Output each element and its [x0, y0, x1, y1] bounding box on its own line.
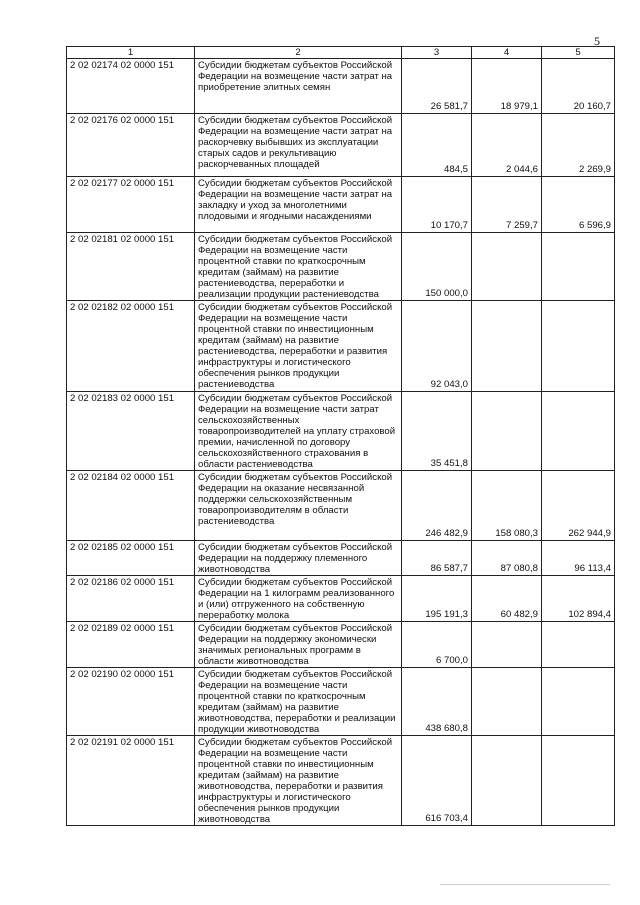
subsidy-name-cell: Субсидии бюджетам субъектов Российской Федерации на возмещение части процентной ставки по краткосрочным кредитам (займам) на развитие растениеводства, переработки и реализации продукции растениеводства [195, 233, 402, 301]
subsidy-name-cell: Субсидии бюджетам субъектов Российской Федерации на оказание несвязанной поддержки сельскохозяйственным товаропроизводителям в области растениеводства [195, 471, 402, 541]
value-col3-cell: 438 680,8 [402, 668, 472, 736]
budget-code-cell: 2 02 02190 02 0000 151 [67, 668, 195, 736]
value-col4-cell: 2 044,6 [472, 114, 542, 177]
column-header-4: 4 [472, 47, 542, 59]
value-col4-cell: 87 080,8 [472, 541, 542, 576]
column-header-3: 3 [402, 47, 472, 59]
value-col4-cell: 158 080,3 [472, 471, 542, 541]
value-col5-cell [542, 668, 615, 736]
subsidy-name-cell: Субсидии бюджетам субъектов Российской Федерации на 1 килограмм реализованного и (или) отгруженного на собственную переработку молока [195, 576, 402, 622]
value-col5-cell: 20 160,7 [542, 59, 615, 114]
value-col3-cell: 35 451,8 [402, 392, 472, 471]
value-col5-cell: 96 113,4 [542, 541, 615, 576]
table-row [67, 114, 615, 177]
table-row [67, 177, 615, 233]
subsidy-name-cell: Субсидии бюджетам субъектов Российской Федерации на возмещение части затрат на приобретение элитных семян [195, 59, 402, 114]
column-header-5: 5 [542, 47, 615, 59]
value-col3-cell: 26 581,7 [402, 59, 472, 114]
budget-code-cell: 2 02 02189 02 0000 151 [67, 622, 195, 668]
value-col3-cell: 6 700,0 [402, 622, 472, 668]
budget-code-cell: 2 02 02174 02 0000 151 [67, 59, 195, 114]
budget-code-cell: 2 02 02176 02 0000 151 [67, 114, 195, 177]
value-col4-cell [472, 301, 542, 392]
subsidy-name-cell: Субсидии бюджетам субъектов Российской Федерации на возмещение части процентной ставки по инвестиционным кредитам (займам) на развитие животноводства, переработки и развития инфраструктуры и логистического обеспечения рынков продукции животноводства [195, 736, 402, 826]
value-col5-cell: 2 269,9 [542, 114, 615, 177]
value-col4-cell: 18 979,1 [472, 59, 542, 114]
value-col4-cell [472, 736, 542, 826]
column-header-2: 2 [195, 47, 402, 59]
table-header [67, 47, 615, 59]
budget-subsidies-table [66, 46, 615, 826]
subsidy-name-cell: Субсидии бюджетам субъектов Российской Федерации на поддержку экономически значимых региональных программ в области животноводства [195, 622, 402, 668]
value-col3-cell: 195 191,3 [402, 576, 472, 622]
table-row [67, 736, 615, 826]
value-col4-cell [472, 233, 542, 301]
budget-code-cell: 2 02 02177 02 0000 151 [67, 177, 195, 233]
budget-code-cell: 2 02 02184 02 0000 151 [67, 471, 195, 541]
table-row [67, 392, 615, 471]
budget-code-cell: 2 02 02186 02 0000 151 [67, 576, 195, 622]
value-col3-cell: 92 043,0 [402, 301, 472, 392]
table-row [67, 541, 615, 576]
table-body [67, 59, 615, 826]
header-row [67, 47, 615, 59]
subsidy-name-cell: Субсидии бюджетам субъектов Российской Федерации на возмещение части затрат на закладку и уход за многолетними плодовыми и ягодными насаждениями [195, 177, 402, 233]
subsidy-name-cell: Субсидии бюджетам субъектов Российской Федерации на поддержку племенного животноводства [195, 541, 402, 576]
value-col4-cell [472, 392, 542, 471]
value-col3-cell: 10 170,7 [402, 177, 472, 233]
budget-code-cell: 2 02 02183 02 0000 151 [67, 392, 195, 471]
value-col3-cell: 86 587,7 [402, 541, 472, 576]
table-row [67, 59, 615, 114]
value-col3-cell: 616 703,4 [402, 736, 472, 826]
value-col5-cell [542, 392, 615, 471]
value-col5-cell [542, 301, 615, 392]
value-col3-cell: 484,5 [402, 114, 472, 177]
value-col4-cell [472, 668, 542, 736]
table-row [67, 622, 615, 668]
value-col5-cell: 6 596,9 [542, 177, 615, 233]
scan-edge-line [440, 884, 610, 885]
value-col3-cell: 150 000,0 [402, 233, 472, 301]
subsidy-name-cell: Субсидии бюджетам субъектов Российской Федерации на возмещение части затрат сельскохозяйственных товаропроизводителей на уплату страховой премии, начисленной по договору сельскохозяйственного страхования в области растениеводства [195, 392, 402, 471]
budget-code-cell: 2 02 02181 02 0000 151 [67, 233, 195, 301]
value-col4-cell [472, 622, 542, 668]
table-row [67, 233, 615, 301]
budget-code-cell: 2 02 02182 02 0000 151 [67, 301, 195, 392]
table-row [67, 301, 615, 392]
page-number: 5 [594, 34, 600, 48]
value-col4-cell: 60 482,9 [472, 576, 542, 622]
subsidy-name-cell: Субсидии бюджетам субъектов Российской Федерации на возмещение части процентной ставки по инвестиционным кредитам (займам) на развитие растениеводства, переработки и развития инфраструктуры и логистического обеспечения рынков продукции растениеводства [195, 301, 402, 392]
value-col5-cell [542, 736, 615, 826]
column-header-1: 1 [67, 47, 195, 59]
budget-code-cell: 2 02 02185 02 0000 151 [67, 541, 195, 576]
budget-code-cell: 2 02 02191 02 0000 151 [67, 736, 195, 826]
table-row [67, 668, 615, 736]
table-row [67, 471, 615, 541]
value-col5-cell: 262 944,9 [542, 471, 615, 541]
table-row [67, 576, 615, 622]
value-col5-cell [542, 622, 615, 668]
value-col5-cell: 102 894,4 [542, 576, 615, 622]
subsidy-name-cell: Субсидии бюджетам субъектов Российской Федерации на возмещение части затрат на раскорчевку выбывших из эксплуатации старых садов и рекультивацию раскорчеванных площадей [195, 114, 402, 177]
subsidy-name-cell: Субсидии бюджетам субъектов Российской Федерации на возмещение части процентной ставки по краткосрочным кредитам (займам) на развитие животноводства, переработки и реализации продукции животноводства [195, 668, 402, 736]
value-col4-cell: 7 259,7 [472, 177, 542, 233]
value-col5-cell [542, 233, 615, 301]
value-col3-cell: 246 482,9 [402, 471, 472, 541]
